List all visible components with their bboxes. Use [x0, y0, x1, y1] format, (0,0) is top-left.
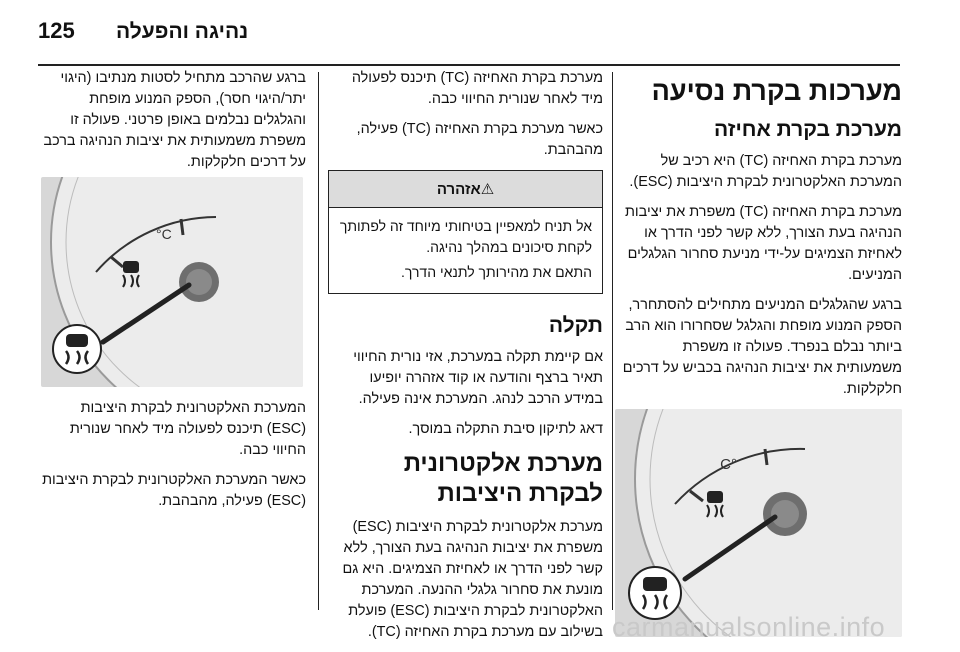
gauge-illustration [615, 409, 902, 637]
stability-control-icon [53, 325, 101, 373]
paragraph: ברגע שהרכב מתחיל לסטות מנתיבו (היגוי יתר/היגוי חסר), הספק המנוע מופחת והגלגלים נבלמים באופן פרטני. פעולה זו משפרת משמעותית את יציבות הנהיגה ברכב על דרכים חלקלקות. [43, 70, 306, 170]
subsection-heading: תקלה [548, 314, 603, 337]
paragraph: מערכת בקרת האחיזה (TC) תיכנס לפעולה מיד לאחר שנורית החיווי כבה. [351, 70, 603, 107]
watermark: carmanualsonline.info [612, 612, 886, 642]
warning-box [328, 170, 603, 294]
warning-body [329, 208, 602, 293]
paragraph: דאג לתיקון סיבת התקלה במוסך. [408, 421, 603, 437]
paragraph: אם קיימת תקלה במערכת, אזי נורית החיווי תאיר ברצף והודעה או קוד אזהרה יופיעו במידע הרכב לנהג. המערכת אינה פעילה. [353, 349, 603, 407]
column-divider [318, 72, 319, 610]
column-middle [328, 68, 603, 652]
section-heading: מערכות בקרת נסיעה [651, 76, 902, 106]
section-heading: מערכת אלקטרונית לבקרת היציבות [403, 450, 603, 507]
page-header [38, 8, 900, 66]
page-title: נהיגה והפעלה [116, 20, 249, 43]
page-number: 125 [38, 18, 75, 43]
warning-triangle-icon: ⚠ [480, 180, 495, 198]
dashboard-gauge-image [41, 177, 303, 387]
column-left [38, 68, 306, 182]
warning-text: התאם את מהירותך לתנאי הדרך. [401, 264, 592, 280]
warning-text: אל תניח למאפיין בטיחותי מיוחד זה לפתותך לקחת סיכונים במהלך נהיגה. [339, 218, 592, 255]
gauge-illustration [41, 177, 303, 387]
paragraph: כאשר המערכת האלקטרונית לבקרת היציבות (ESC) פעילה, מהבהבת. [42, 472, 306, 509]
column-right [616, 68, 902, 643]
paragraph: המערכת האלקטרונית לבקרת היציבות (ESC) תיכנס לפעולה מיד לאחר שנורית החיווי כבה. [69, 400, 306, 458]
paragraph: מערכת בקרת האחיזה (TC) משפרת את יציבות הנהיגה בעת הצורך, ללא קשר לפני הדרך או לאחיזת הצמיגים על-ידי מניעת סחרור הגלגלים המניעים. [624, 204, 902, 283]
warning-header [329, 171, 602, 208]
column-divider [612, 72, 613, 610]
paragraph: מערכת בקרת האחיזה (TC) היא רכיב של המערכת האלקטרונית לבקרת היציבות (ESC). [629, 153, 902, 190]
subsection-heading: מערכת בקרת אחיזה [714, 118, 902, 141]
warning-title: אזהרה [436, 180, 481, 198]
paragraph: מערכת אלקטרונית לבקרת היציבות (ESC) משפרת את יציבות הנהיגה בעת הצורך, ללא קשר לפני הדרך או לאחיזת הצמיגים. היא גם מונעת את סחרור גלגלי ההנעה. המערכת האלקטרונית לבקרת היציבות (ESC) פועלת בשילוב עם מערכת בקרת האחיזה (TC). [342, 519, 603, 640]
paragraph: כאשר מערכת בקרת האחיזה (TC) פעילה, מהבהבת. [356, 121, 603, 158]
column-left-lower [38, 398, 306, 521]
temp-label: °C [720, 456, 737, 473]
paragraph: ברגע שהגלגלים המניעים מתחילים להסתחרר, הספק המנוע מופחת והגלגל שסחרורו הוא הרב ביותר נבלם בנפרד. פעולה זו משפרת משמעותית את יציבות הנהיגה בכביש על דרכים חלקלקות. [622, 297, 902, 397]
temp-label: °C [156, 226, 172, 242]
dashboard-gauge-image [615, 409, 902, 637]
